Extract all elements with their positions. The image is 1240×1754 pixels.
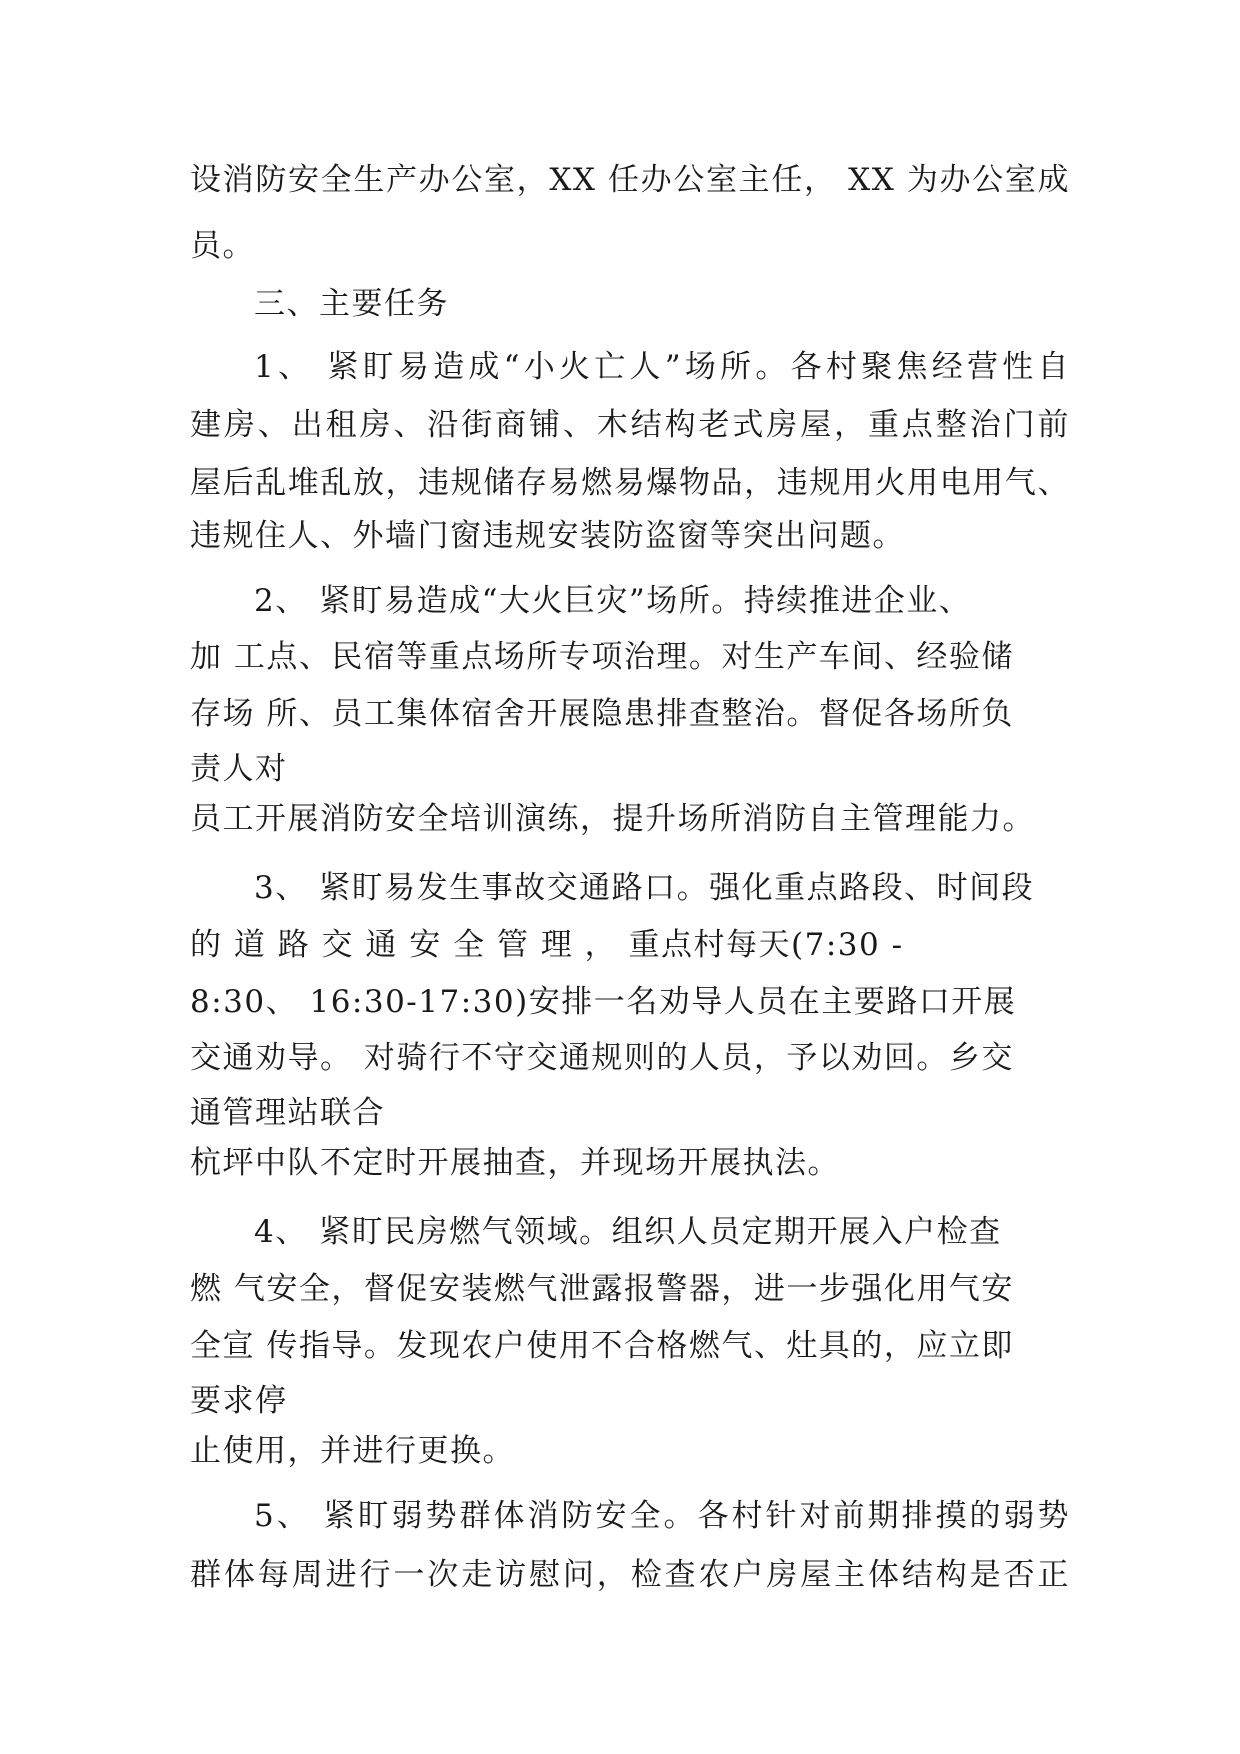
text-line: 通管理站联合 <box>190 1095 385 1131</box>
text-line: 1、 紧盯易造成“小火亡人”场所。各村聚焦经营性自 <box>254 349 1070 385</box>
section-heading: 三、主要任务 <box>254 286 449 322</box>
text-line: 杭坪中队不定时开展抽查，并现场开展执法。 <box>190 1145 840 1181</box>
text-line: 屋后乱堆乱放，违规储存易燃易爆物品，违规用火用电用气、 <box>190 465 1070 501</box>
text-line: 要求停 <box>190 1383 288 1419</box>
text-line: 止使用，并进行更换。 <box>190 1433 515 1469</box>
text-line: 员。 <box>190 228 255 264</box>
text-line: 4、 紧盯民房燃气领域。组织人员定期开展入户检查 <box>254 1214 1002 1250</box>
text-line: 群体每周进行一次走访慰问，检查农户房屋主体结构是否正 <box>190 1557 1070 1593</box>
text-line: 责人对 <box>190 751 288 787</box>
text-line: 违规住人、外墙门窗违规安装防盗窗等突出问题。 <box>190 518 905 554</box>
text-line: 8:30、 16:30-17:30)安排一名劝导人员在主要路口开展 <box>190 984 1017 1020</box>
text-line: 加 工点、民宿等重点场所专项治理。对生产车间、经验储 <box>190 639 1014 675</box>
text-line: 全宣 传指导。发现农户使用不合格燃气、灶具的，应立即 <box>190 1328 1014 1364</box>
text-line: 交通劝导。 对骑行不守交通规则的人员，予以劝回。乡交 <box>190 1040 1014 1076</box>
text-line: 的 道 路 交 通 安 全 管 理 ， 重点村每天(7:30 - <box>190 927 904 963</box>
text-line: 2、 紧盯易造成“大火巨灾”场所。持续推进企业、 <box>254 583 972 619</box>
text-line: 员工开展消防安全培训演练，提升场所消防自主管理能力。 <box>190 801 1035 837</box>
text-line: 燃 气安全，督促安装燃气泄露报警器，进一步强化用气安 <box>190 1271 1014 1307</box>
text-line: 建房、出租房、沿街商铺、木结构老式房屋，重点整治门前 <box>190 407 1070 443</box>
text-line: 设消防安全生产办公室，XX 任办公室主任， XX 为办公室成 <box>190 162 1070 198</box>
text-line: 存场 所、员工集体宿舍开展隐患排查整治。督促各场所负 <box>190 696 1014 732</box>
text-line: 5、 紧盯弱势群体消防安全。各村针对前期排摸的弱势 <box>254 1498 1070 1534</box>
text-line: 3、 紧盯易发生事故交通路口。强化重点路段、时间段 <box>254 870 1035 906</box>
